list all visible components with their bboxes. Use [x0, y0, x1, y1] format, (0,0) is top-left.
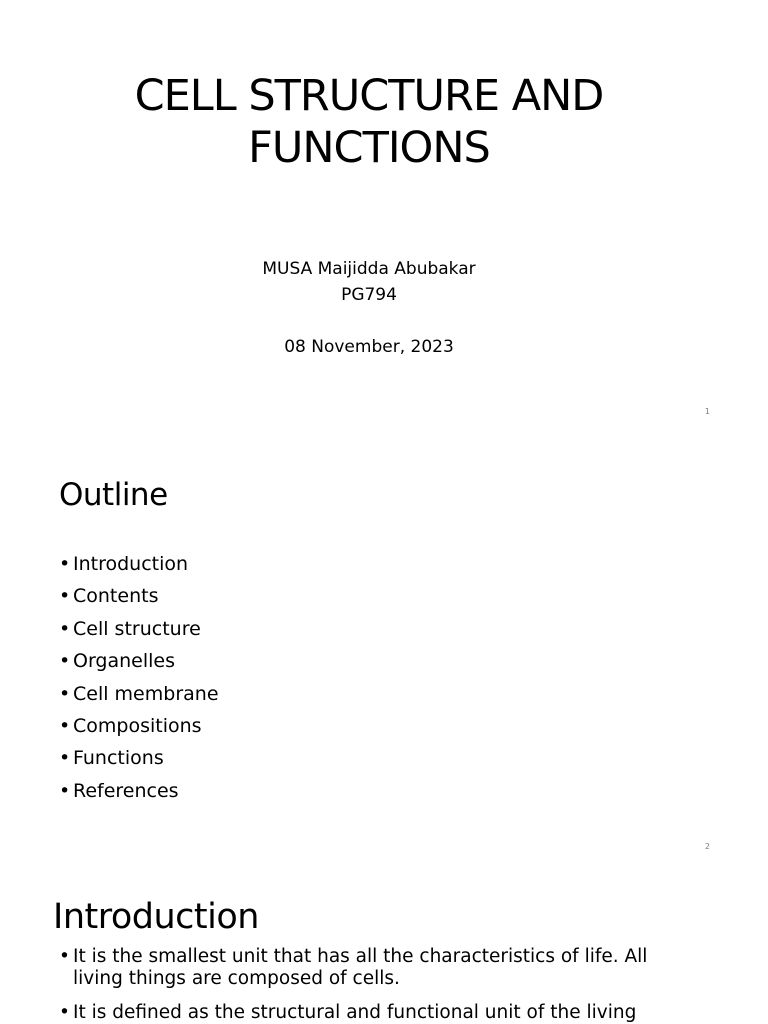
- list-item: • Organelles: [59, 645, 219, 677]
- page-number: 1: [704, 407, 710, 416]
- slide-introduction: [0, 866, 768, 1024]
- list-item: • It is the smallest unit that has all the characteristics of life. All living things are composed of cells.: [59, 946, 699, 990]
- author-name: MUSA Maijidda Abubakar: [262, 259, 476, 279]
- list-item: • Compositions: [59, 710, 219, 742]
- list-item: • Cell structure: [59, 613, 219, 645]
- title-line-2: FUNCTIONS: [248, 123, 490, 173]
- list-item: • Cell membrane: [59, 678, 219, 710]
- list-item: • References: [59, 775, 219, 807]
- presentation-date: 08 November, 2023: [284, 337, 454, 357]
- author-id: PG794: [341, 285, 397, 305]
- slide-outline: [0, 433, 768, 866]
- introduction-list: [59, 946, 699, 1024]
- author-block: [0, 256, 738, 308]
- list-item: • Functions: [59, 742, 219, 774]
- list-item: • Contents: [59, 580, 219, 612]
- list-item: • Introduction: [59, 548, 219, 580]
- slide-heading: Introduction: [53, 897, 259, 937]
- slide-title: [0, 0, 768, 433]
- title-line-1: CELL STRUCTURE AND: [134, 71, 604, 121]
- presentation-title: [0, 70, 738, 174]
- slide-heading: Outline: [59, 477, 168, 513]
- list-item: • It is defined as the structural and functional unit of the living: [59, 1002, 699, 1024]
- page-number: 2: [704, 842, 710, 851]
- outline-list: [59, 548, 219, 807]
